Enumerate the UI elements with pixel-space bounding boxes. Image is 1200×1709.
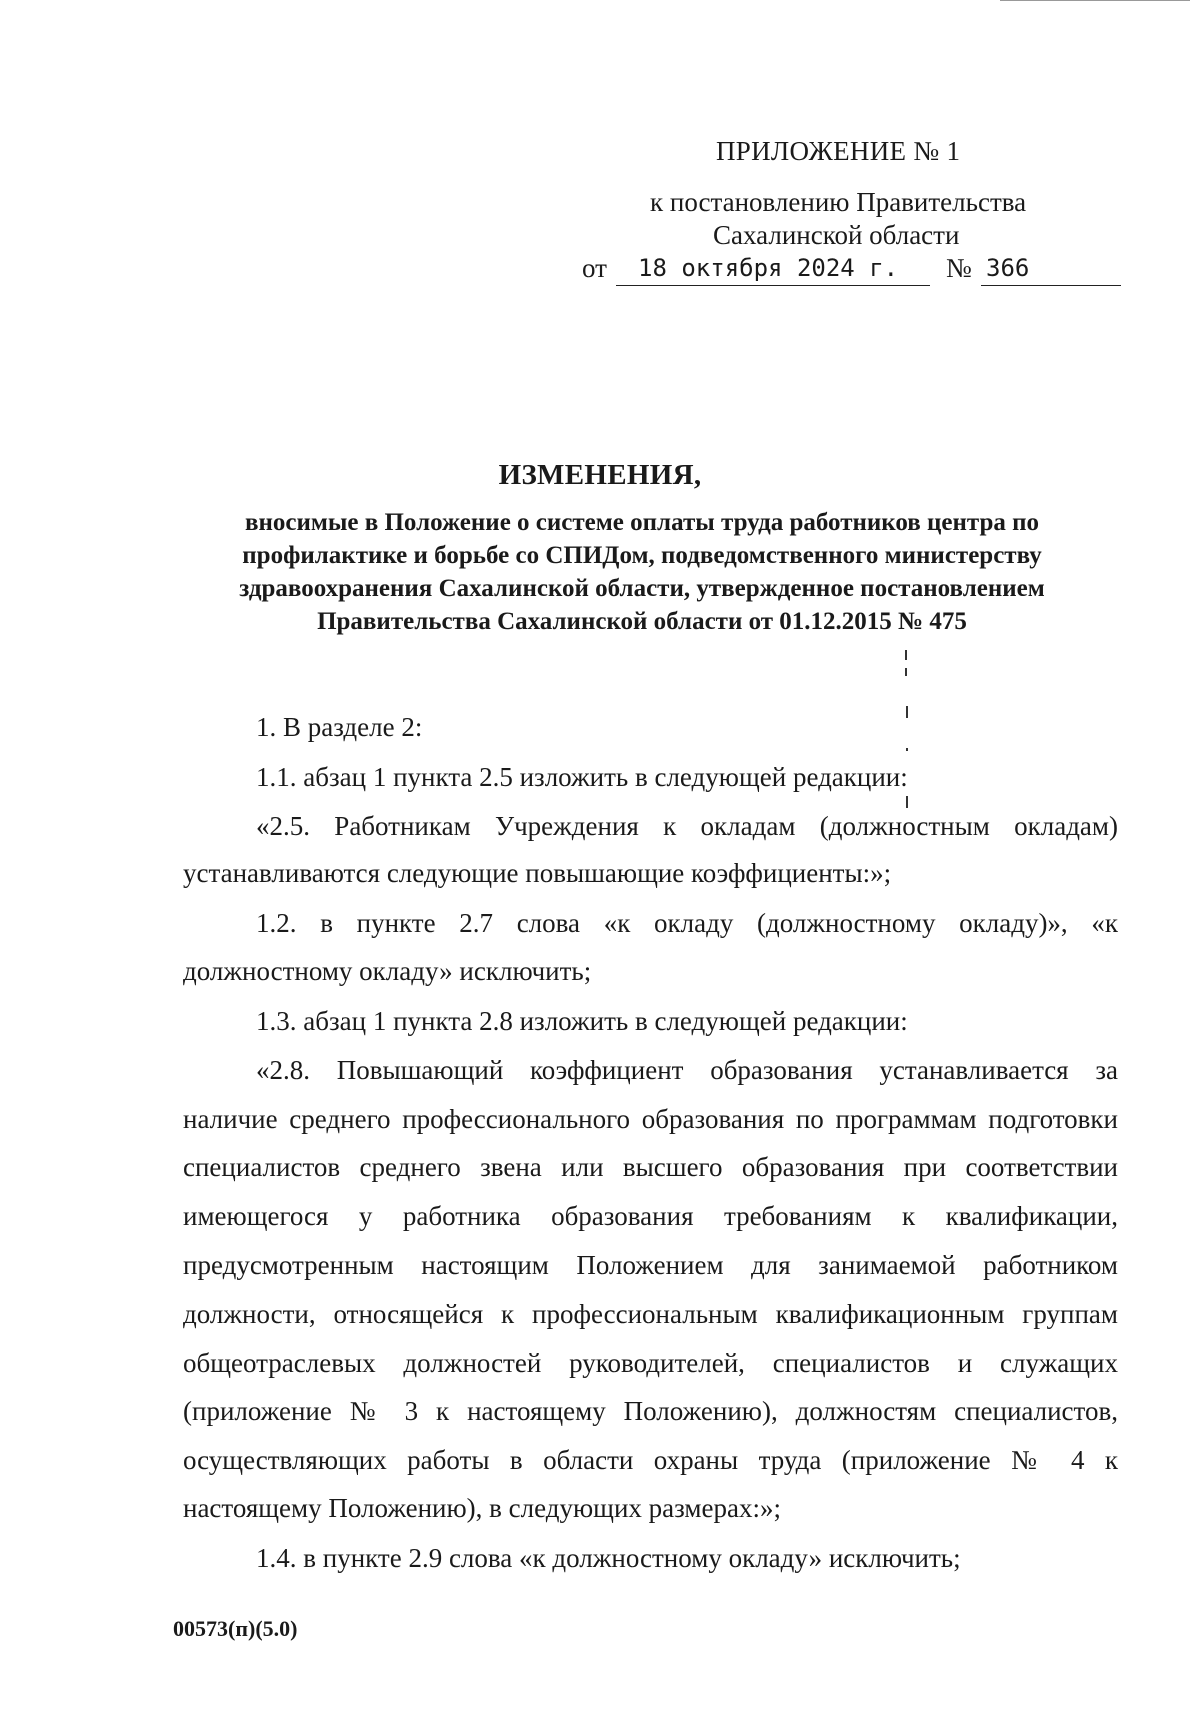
scan-artifact: [906, 706, 908, 718]
scan-artifact: [906, 796, 908, 808]
appendix-reference-line1: к постановлению Правительства: [650, 187, 1027, 217]
quote-2-8-line: (приложение № 3 к настоящему Положению), должностям специалистов,: [183, 1396, 1118, 1426]
scan-artifact: [905, 668, 907, 676]
paragraph-1-2-line: 1.2. в пункте 2.7 слова «к окладу (должностному окладу)», «к: [256, 908, 1118, 938]
document-title: ИЗМЕНЕНИЯ,: [498, 459, 702, 491]
appendix-number: 366: [981, 254, 1121, 286]
paragraph-1-1: 1.1. абзац 1 пункта 2.5 изложить в следующей редакции:: [256, 762, 908, 792]
scan-artifact: [905, 650, 907, 660]
quote-2-8-line: осуществляющих работы в области охраны труда (приложение № 4 к: [183, 1445, 1118, 1475]
document-subtitle: вносимые в Положение о системе оплаты труда работников центра по профилактике и борьбе со СПИДом, подведомственного министерству здравоохранения Сахалинской области, утвержденное постановлением Правительства Сахалинской области от 01.12.2015 № 475: [239, 509, 1045, 635]
appendix-reference-line2: Сахалинской области: [713, 220, 960, 250]
quote-2-8-line: предусмотренным настоящим Положением для занимаемой работником: [183, 1250, 1118, 1280]
quote-2-8-line: настоящему Положению), в следующих размерах:»;: [183, 1493, 781, 1523]
quote-2-8-line: специалистов среднего звена или высшего образования при соответствии: [183, 1152, 1118, 1182]
quote-2-8-line: общеотраслевых должностей руководителей, специалистов и служащих: [183, 1348, 1118, 1378]
paragraph-1-3: 1.3. абзац 1 пункта 2.8 изложить в следующей редакции:: [256, 1006, 908, 1036]
appendix-from-label: от: [582, 253, 607, 283]
appendix-date: 18 октября 2024 г.: [616, 254, 930, 286]
appendix-number-label: №: [946, 253, 972, 283]
quote-2-8-line: имеющегося у работника образования требованиям к квалификации,: [183, 1201, 1118, 1231]
form-code: 00573(п)(5.0): [173, 1616, 298, 1641]
scan-artifact: [906, 748, 908, 751]
quote-2-8-line: наличие среднего профессионального образования по программам подготовки: [183, 1104, 1118, 1134]
scan-artifact: [1000, 0, 1190, 1]
quote-2-8-line: «2.8. Повышающий коэффициент образования устанавливается за: [256, 1055, 1118, 1085]
quote-2-8-line: должности, относящейся к профессиональным квалификационным группам: [183, 1299, 1118, 1329]
paragraph-1: 1. В разделе 2:: [256, 712, 423, 742]
quote-2-5-line: устанавливаются следующие повышающие коэффициенты:»;: [183, 858, 892, 888]
paragraph-1-2-line: должностному окладу» исключить;: [183, 956, 592, 986]
paragraph-1-4: 1.4. в пункте 2.9 слова «к должностному окладу» исключить;: [256, 1543, 961, 1573]
quote-2-5-line: «2.5. Работникам Учреждения к окладам (должностным окладам): [256, 811, 1118, 841]
appendix-title: ПРИЛОЖЕНИЕ № 1: [716, 136, 961, 166]
